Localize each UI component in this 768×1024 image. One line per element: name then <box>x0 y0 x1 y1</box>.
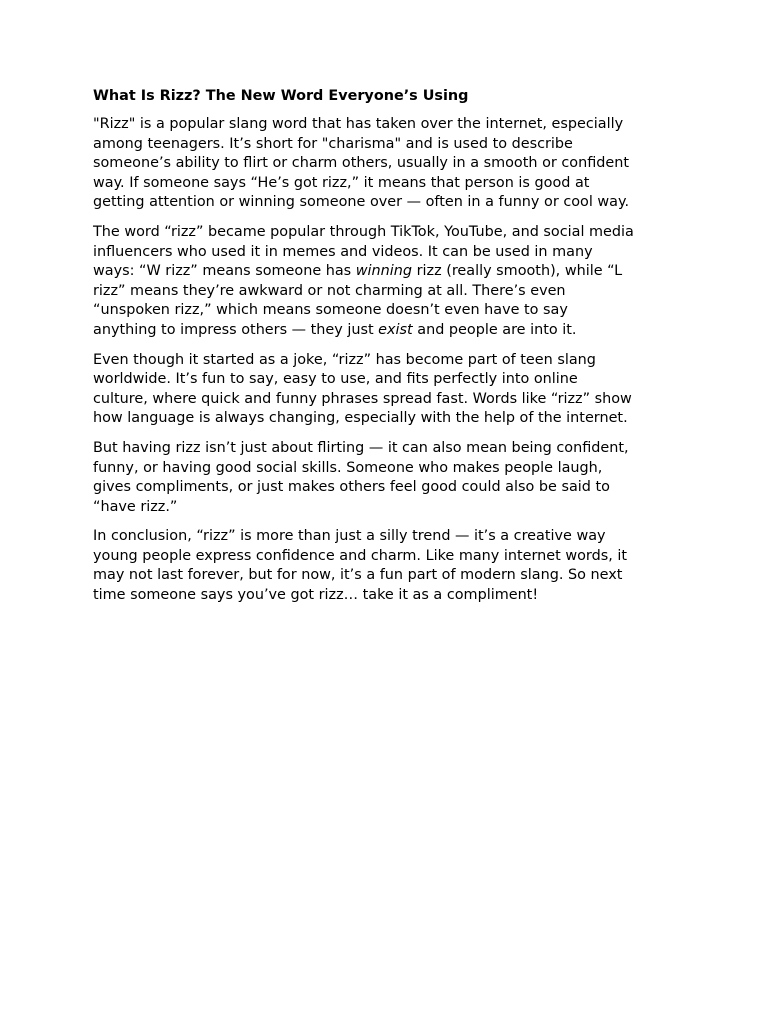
paragraph-1 <box>93 115 683 213</box>
text-line: funny, or having good social skills. Someone who makes people laugh, <box>93 459 603 476</box>
text-line: getting attention or winning someone over — often in a funny or cool way. <box>93 194 630 211</box>
paragraph-2 <box>93 223 683 341</box>
text-line: time someone says you’ve got rizz… take it as a compliment! <box>93 587 539 604</box>
text-line: "Rizz" is a popular slang word that has taken over the internet, especially <box>93 116 624 132</box>
text-line: someone’s ability to flirt or charm others, usually in a smooth or confident <box>93 155 630 172</box>
text-line: ways: “W rizz” means someone has winning rizz (really smooth), while “L <box>93 263 623 280</box>
text-line: young people express confidence and charm. Like many internet words, it <box>93 547 628 564</box>
paragraph-5 <box>93 527 683 605</box>
text-line: worldwide. It’s fun to say, easy to use, and fits perfectly into online <box>93 371 578 388</box>
text-line: among teenagers. It’s short for "charisma" and is used to describe <box>93 135 573 152</box>
paragraph-4 <box>93 439 683 517</box>
text-line: “unspoken rizz,” which means someone doesn’t even have to say <box>93 302 568 319</box>
text-line: “have rizz.” <box>93 498 178 515</box>
document-page <box>93 86 683 616</box>
text-line: how language is always changing, especially with the help of the internet. <box>93 410 628 427</box>
text-line: may not last forever, but for now, it’s a fun part of modern slang. So next <box>93 567 623 584</box>
emphasis-winning: winning <box>355 263 413 280</box>
text-line: culture, where quick and funny phrases spread fast. Words like “rizz” show <box>93 390 632 407</box>
text-line: way. If someone says “He’s got rizz,” it means that person is good at <box>93 174 590 191</box>
text-line: rizz” means they’re awkward or not charming at all. There’s even <box>93 282 566 299</box>
text-line: In conclusion, “rizz” is more than just a silly trend — it’s a creative way <box>93 528 606 545</box>
text-line: But having rizz isn’t just about flirting — it can also mean being confident, <box>93 439 629 456</box>
emphasis-exist: exist <box>378 321 413 338</box>
text-line: Even though it started as a joke, “rizz” has become part of teen slang <box>93 351 596 368</box>
text-line: anything to impress others — they just exist and people are into it. <box>93 321 577 338</box>
text-line: gives compliments, or just makes others feel good could also be said to <box>93 479 610 496</box>
text-line: influencers who used it in memes and videos. It can be used in many <box>93 243 593 260</box>
text-line: The word “rizz” became popular through TikTok, YouTube, and social media <box>93 223 634 240</box>
paragraph-3 <box>93 351 683 429</box>
document-title: What Is Rizz? The New Word Everyone’s Using <box>93 88 469 104</box>
